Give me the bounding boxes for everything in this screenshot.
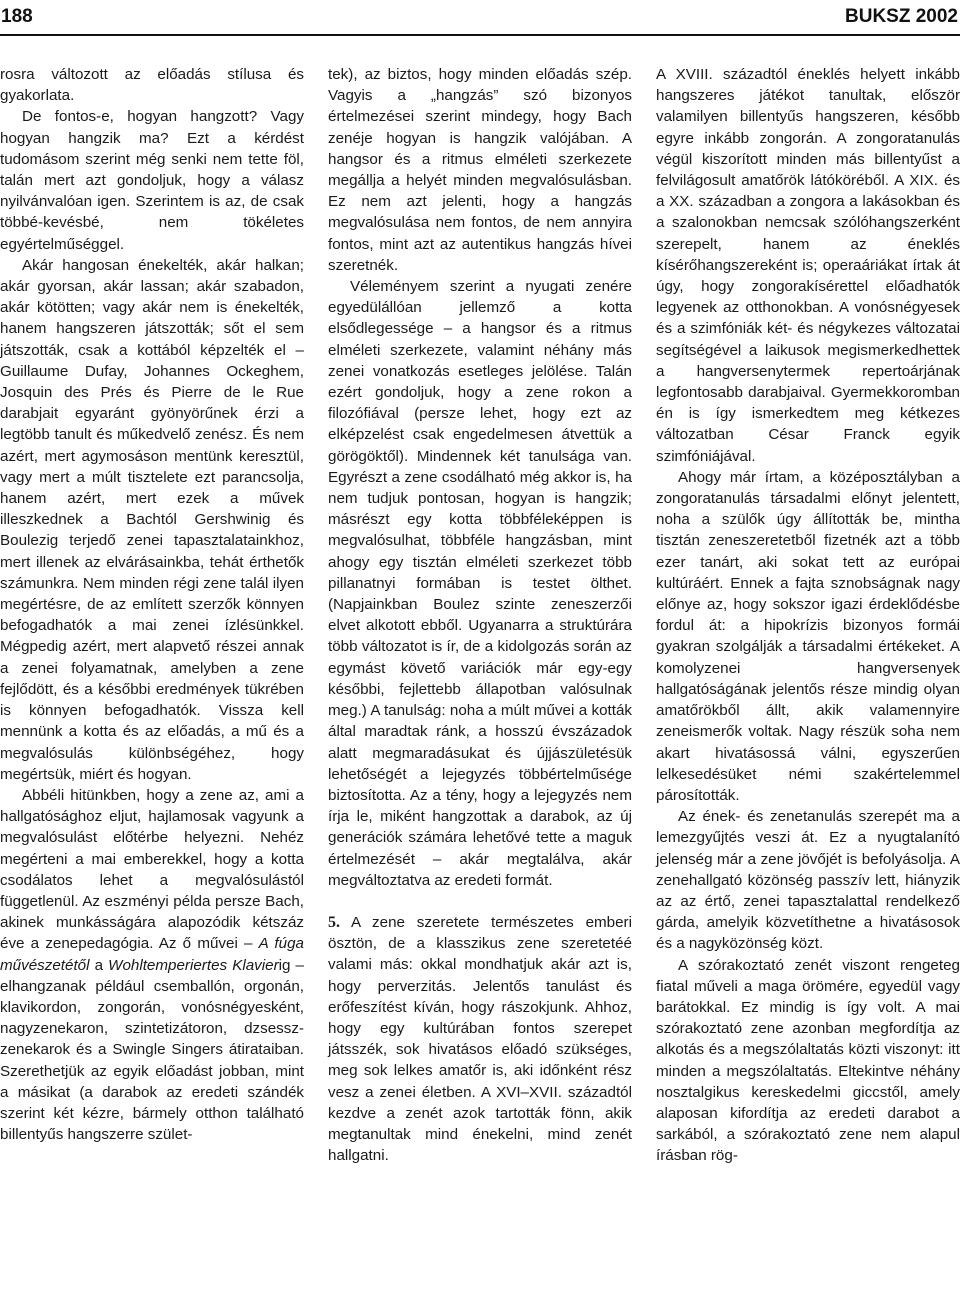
text-run: ig – elhangzanak például csemballón, orgonán, klavikordon, zongorán, vonósnégyesként, nagyzenekaron, szintetizátoron, dzsessz-zenekarok és a Swingle Singers átirataiban. Szerethetjük az egyik előadást jobban, mint a másikat (a darabok az eredeti szándék szerint két kézre, bármely otthon található billentyűs hangszerre szület- — [0, 956, 304, 1144]
text-column-1 — [0, 64, 304, 1145]
text-run: A zene szeretete természetes emberi ösztön, de a klasszikus zene szeretetéé valami más: okkal mondhatjuk akár azt is, hogy perverzitás. Jelentős tanulást és erőfeszítést kíván, hogy rászokjunk. Ahhoz, hogy egy kultúrában fontos szerepet játsszék, sok hivatásos előadó szükséges, meg sok lelkes amatőr is, aki időnként rész vesz a zenei életben. A XVI–XVII. századtól kezdve a zenét azok tartották fönn, akik megtanultak mind énekelni, mind zenét hallgatni. — [328, 913, 632, 1165]
paragraph: De fontos-e, hogyan hangzott? Vagy hogyan hangzik ma? Ezt a kérdést tudomásom szerint még senki nem tette föl, talán mert azt gondoljuk, hogy a válasz nyilvánvalóan igen. Szerintem is az, de csak többé-kevésbé, nem tökéletes egyértelműséggel. — [0, 108, 304, 253]
section-paragraph — [328, 912, 632, 1166]
journal-title: BUKSZ 2002 — [845, 6, 958, 27]
paragraph: tek), az biztos, hogy minden előadás szép. Vagyis a „hangzás” szó bizonyos értelmezései szerint mindegy, hogy Bach zenéje hogyan is hangzik valójában. A hangsor és a ritmus elméleti szerkezete megállja a helyét minden megvalósulásban. Ez nem azt jelenti, hogy a hangzás megvalósulása nem fontos, de nem annyira fontos, mint azt az autentikus hangzás hívei szeretnék. — [328, 66, 632, 274]
paragraph: A XVIII. századtól éneklés helyett inkább hangszeres játékot tanultak, először valamilyen billentyűs hangszeren, később egyre inkább zongorán. A zongoratanulás végül kiszorított minden más billentyűst a felvilágosult amatőrök látóköréből. A XIX. és a XX. században a zongora a lakásokban és a szalonokban nemcsak szólóhangszerként szerepelt, hanem az éneklés kísérőhangszereként is; operaáriákat írtak át úgy, hogy zongorakísérettel előadhatók legyenek az otthonokban. A vonósnégyesek és a szimfóniák két- és négykezes változatai segítségével a laikusok megismerkedhettek a hangversenytermek repertoárjának legfontosabb darabjaival. Gyermekkoromban én is így ismerkedtem meg kétkezes változatban César Franck egyik szimfóniájával. — [656, 66, 960, 465]
page-number: 188 — [1, 6, 33, 27]
paragraph: Az ének- és zenetanulás szerepét ma a lemezgyűjtés veszi át. Ez a nyugtalanító jelenség már a zene jövőjét is befolyásolja. A zenehallgató közönség passzív lett, hiányzik az az értő, zenei tapasztalattal rendelkező gárda, amelyik közvetíthetne a hivatásosok és a nagyközönség közt. — [656, 808, 960, 953]
header-rule — [0, 34, 960, 36]
work-title: A fúga művészetétől — [0, 935, 304, 974]
text-run: Abbéli hitünkben, hogy a zene az, ami a hallgatósághoz eljut, hajlamosak vagyunk a megvalósulást előtérbe helyezni. Nehéz megérteni a mai emberekkel, hogy a kotta csodálatos lehet a megvalósulástól függetlenül. Az eszményi példa persze Bach, akinek munkásságára alapozódik kétszáz éve a zenepedagógia. Az ő művei – — [0, 786, 304, 953]
section-number: 5. — [328, 913, 340, 931]
paragraph: Akár hangosan énekelték, akár halkan; akár gyorsan, akár lassan; akár szabadon, akár kötötten; vagy akár nem is énekelték, hanem hangszeren játszották; sőt el sem játszották, csak a kottából képzelték el – Guillaume Dufay, Johannes Ockeghem, Josquin des Prés és Pierre de le Rue darabjait egyaránt gyönyörűnek érzi a legtöbb tanult és műkedvelő zenész. És nem azért, mert agymosáson mentünk keresztül, vagy mert a múlt tisztelete ezt parancsolja, hanem azért, mert ezek a művek illeszkednek a Bachtól Gershwinig és Boulezig terjedő zenei tapasztalatainkhoz, mert illenek az elvárásainkba, tehát érthetők számunkra. Nem minden régi zene talál ilyen megértésre, de az említett szerzők könnyen befogadhatók a mai zenei ízlésünkkel. Mégpedig azért, mert alapvető részei annak a zenei folyamatnak, amelyben a zene fejlődött, és a későbbi eredmények tükrében is könnyen befogadhatók. Vissza kell mennünk a kotta és az előadás, a mű és a megvalósulás különbségéhez, hogy megértsük, miért és hogyan. — [0, 256, 304, 783]
text-run: a — [89, 956, 109, 974]
page-header — [0, 0, 960, 34]
text-column-2 — [328, 64, 632, 1166]
paragraph: Ahogy már írtam, a középosztályban a zongoratanulás társadalmi előnyt jelentett, noha a szülők úgy állították be, mintha tisztán zeneszeretetből fizetnék azt a több ezer tanárt, aki sokat tett az európai kultúráért. Ennek a fajta sznobságnak nagy előnye az, hogy sokszor igazi érdeklődésbe fordul át: a hipokrízis bizonyos formái gyakran szolgálják a társadalmi értékeket. A komolyzenei hangversenyek hallgatóságának jelentős része mindig olyan amatőrökből állt, akik valamennyire zeneismerők voltak. Nagy részük soha nem akart hivatásossá válni, egyszerűen lelkesedésüket némi szakértelemmel párosították. — [656, 468, 960, 804]
text-column-3 — [656, 64, 960, 1167]
paragraph: rosra változott az előadás stílusa és gyakorlata. — [0, 66, 304, 105]
work-title: Wohltemperiertes Klavier — [108, 956, 279, 974]
paragraph: Véleményem szerint a nyugati zenére egyedülállóan jellemző a kotta elsődlegessége – a hangsor és a ritmus elméleti szerkezete, valamint néhány más zenei vonatkozás esetleges jelölése. Talán ezért gondoljuk, hogy a zene rokon a filozófiával (persze lehet, hogy ezt az elképzelést csak engedelmesen átvettük a görögöktől). Mindennek két tanulsága van. Egyrészt a zene csodálható még akkor is, ha nem tudjuk pontosan, hogyan is hangzik; másrészt egy kotta többféleképpen is megvalósulhat, többféle hangzásban, mint ahogy egy tisztán elméleti szerkezet több pillanatnyi formában is testet ölthet. (Napjainkban Boulez szinte zeneszerzői elvet alkotott ebből. Ugyanarra a struktúrára több változatot is ír, de a kidolgozás során az egymást követő variációk már egy-egy későbbi, fejlettebb állapotban valósulnak meg.) A tanulság: noha a múlt művei a kották által maradtak ránk, a hosszú évszázadok alatt megmaradásukat és újjászületésük lehetőségét a lejegyzés többértelműsége biztosította. Az a tény, hogy a lejegyzés nem írja le, miként hangzottak a darabok, az új generációk számára lehetővé tette a maguk értelmezését – akár megtalálva, akár megváltoztatva az eredeti formát. — [328, 278, 632, 889]
paragraph: A szórakoztató zenét viszont rengeteg fiatal műveli a maga örömére, egyedül vagy barátokkal. Ez mindig is így volt. A mai szórakoztató zene azonban megfordítja az alkotás és a megszólaltatás közti viszonyt: itt minden a megszólaltatás. Eltekintve néhány nosztalgikus kereskedelmi giccstől, amely alaposan kifordítja az eredeti darabot a sarkából, a szórakoztató zene nem alapul írásban rög- — [656, 956, 960, 1165]
paragraph — [0, 785, 304, 1145]
